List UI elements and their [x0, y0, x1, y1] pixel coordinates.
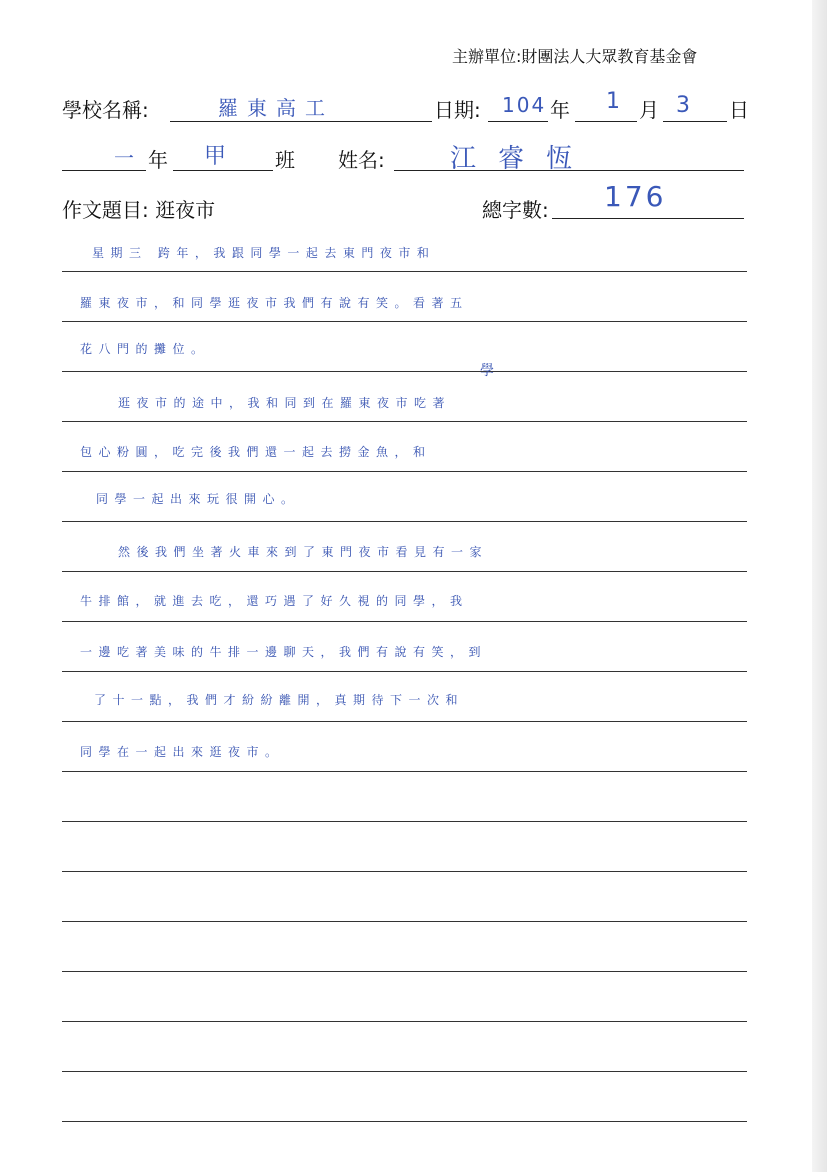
school-label: 學校名稱:: [62, 98, 149, 122]
essay-title: 作文題目: 逛夜市: [62, 198, 216, 222]
month-label: 月: [639, 98, 659, 122]
grade-value: 一: [114, 146, 134, 170]
writing-rule: [62, 371, 747, 372]
writing-rule: [62, 621, 747, 622]
writing-rule: [62, 821, 747, 822]
writing-rule: [62, 971, 747, 972]
scan-edge: [812, 0, 827, 1172]
day-blank-line: [663, 121, 727, 122]
writing-rule: [62, 1021, 747, 1022]
writing-rule: [62, 1071, 747, 1072]
name-label: 姓名:: [338, 148, 385, 172]
essay-line: 同學一起出來玩很開心。: [96, 492, 300, 506]
writing-rule: [62, 421, 747, 422]
school-blank-line: [170, 121, 432, 122]
wordcount-value: 176: [604, 180, 667, 213]
essay-line: 牛排館，就進去吃，還巧遇了好久視的同學，我: [80, 594, 469, 608]
day-label: 日: [729, 98, 749, 122]
essay-line: 花八門的攤位。: [80, 342, 210, 356]
writing-rule: [62, 671, 747, 672]
date-label: 日期:: [434, 98, 481, 122]
writing-rule: [62, 271, 747, 272]
writing-rule: [62, 1121, 747, 1122]
insert-mark: 學: [480, 363, 494, 379]
year-value: 104: [502, 93, 547, 117]
month-blank-line: [575, 121, 637, 122]
essay-line: 星期三 跨年，我跟同學一起去東門夜市和: [92, 246, 436, 260]
essay-line: 羅東夜市，和同學逛夜市我們有說有笑。看著五: [80, 296, 469, 310]
essay-line: 了十一點，我們才紛紛離開，真期待下一次和: [94, 693, 465, 707]
essay-line: 包心粉圓，吃完後我們還一起去撈金魚，和: [80, 445, 432, 459]
grade-label: 年: [148, 148, 168, 172]
school-value: 羅東高工: [218, 96, 334, 120]
writing-rule: [62, 471, 747, 472]
month-value: 1: [606, 89, 620, 114]
essay-line: 然後我們坐著火車來到了東門夜市看見有一家: [118, 545, 489, 559]
writing-rule: [62, 571, 747, 572]
class-label: 班: [275, 148, 295, 172]
wordcount-blank-line: [552, 218, 744, 219]
writing-rule: [62, 321, 747, 322]
writing-rule: [62, 921, 747, 922]
writing-rule: [62, 521, 747, 522]
name-value: 江睿恆: [450, 144, 595, 174]
class-value: 甲: [204, 144, 227, 169]
day-value: 3: [676, 93, 690, 118]
writing-rule: [62, 721, 747, 722]
wordcount-label: 總字數:: [482, 198, 549, 222]
writing-rule: [62, 871, 747, 872]
essay-line: 逛夜市的途中，我和同到在羅東夜市吃著: [118, 396, 452, 410]
year-label: 年: [550, 98, 570, 122]
writing-rule: [62, 771, 747, 772]
essay-line: 同學在一起出來逛夜市。: [80, 745, 284, 759]
class-blank-line: [173, 170, 273, 171]
essay-line: 一邊吃著美味的牛排一邊聊天，我們有說有笑，到: [80, 645, 488, 659]
organizer-text: 主辦單位:財團法人大眾教育基金會: [452, 47, 698, 66]
year-blank-line: [488, 121, 548, 122]
